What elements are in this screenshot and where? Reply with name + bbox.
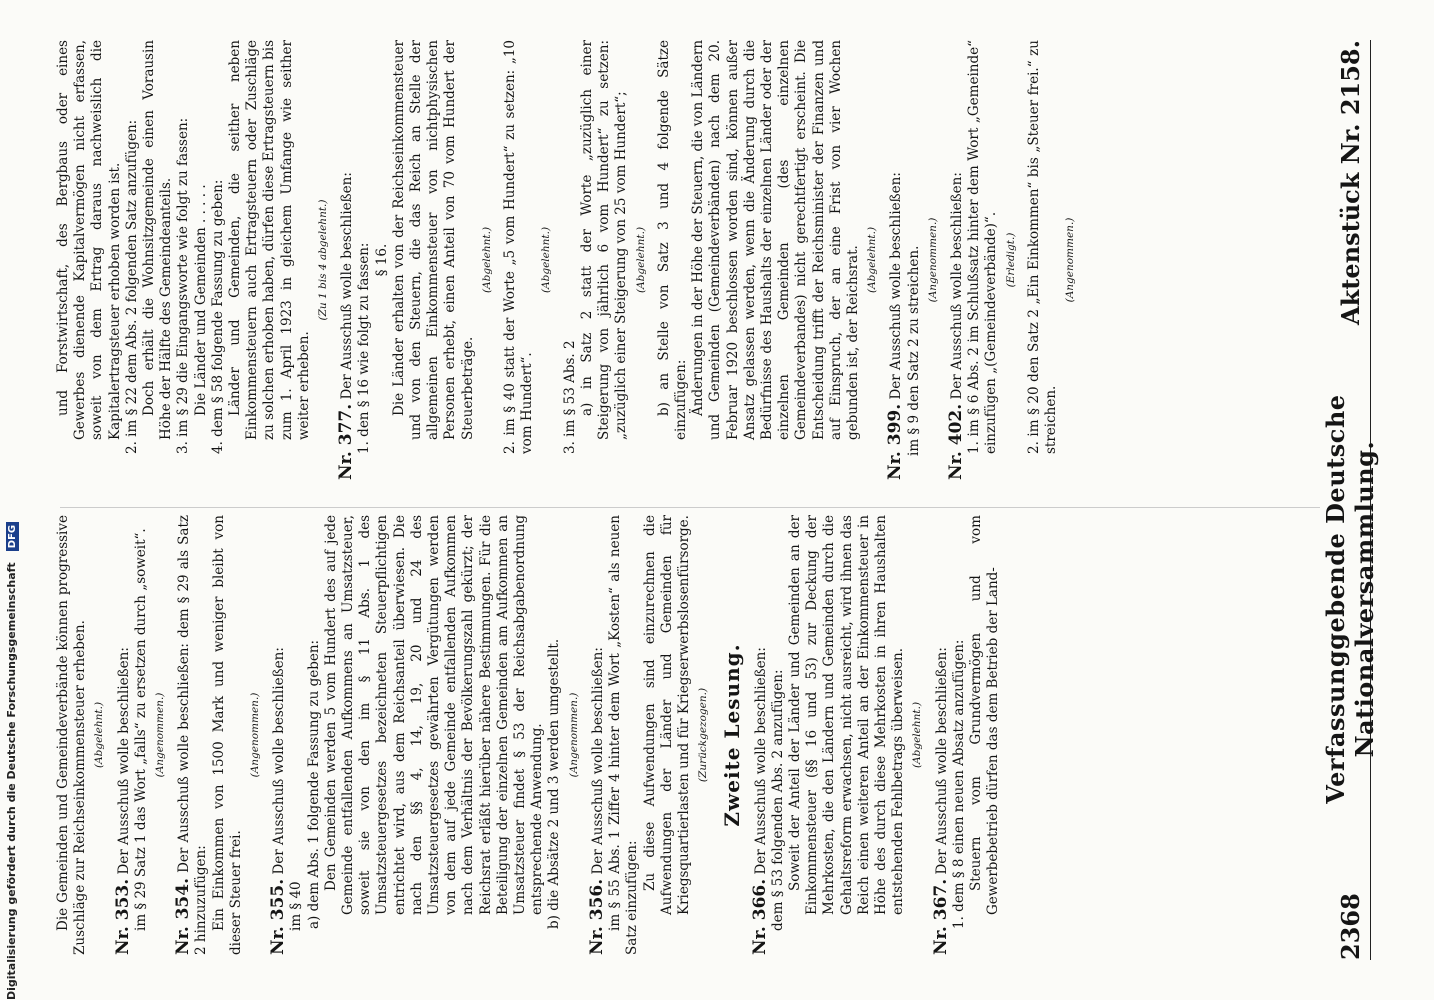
motion-text: Der Ausschuß wolle beschließen: xyxy=(271,647,288,875)
page-title: Verfassunggebende Deutsche Nationalversammlung. xyxy=(1321,394,1379,804)
decision-note: (Abgelehnt.) xyxy=(866,226,879,294)
motion-text: Der Ausschuß wolle beschließen: xyxy=(933,647,950,875)
quoted-text: Die Länder erhalten von der Reichseinkommensteuer und von den Steuern, die das Reich an Stelle der allgemeinen Einkommensteuer von nichtphysischen Personen erhebt, einen Anteil von 70 vom Hundert der Steuerbeträge. xyxy=(390,40,476,440)
list-item: 1. den § 16 wie folgt zu fassen: xyxy=(356,242,373,454)
list-item: 2. im § 20 den Satz 2 „Ein Einkommen“ bis „Steuer frei.“ zu streichen. xyxy=(1025,40,1059,454)
motion-paragraph xyxy=(945,40,966,480)
list-item: 2. im § 40 statt der Worte „5 vom Hundert“ zu setzen: „10 vom Hundert“. xyxy=(502,40,536,454)
list-item: 1. dem § 8 einen neuen Absatz anzufügen: xyxy=(950,639,967,929)
quoted-text: Die Länder und Gemeinden . . . . . xyxy=(192,184,209,416)
motion-paragraph xyxy=(112,515,133,955)
motion-text: Der Ausschuß wolle beschließen: xyxy=(888,172,905,400)
list-item: 3. im § 29 die Eingangsworte wie folgt zu fassen: xyxy=(175,117,192,454)
list-item: 3. im § 53 Abs. 2 xyxy=(561,340,578,454)
decision-note: (Abgelehnt.) xyxy=(634,226,647,294)
motion-paragraph xyxy=(270,515,288,955)
quoted-text: Soweit der Anteil der Länder und Gemeinden an der Einkommensteuer (§§ 16 und 53) zur Deckung der Mehrkosten, die den Ländern und Gemeinden durch die Gehaltsreform erwachsen, nicht ausreicht, wird ihnen das Reich einen weiteren Anteil an der Einkommensteuer in Höhe des durch diese Mehrkosten in ihren Haushalten entstehenden Fehlbetrags überweisen. xyxy=(786,515,907,915)
list-item: a) dem Abs. 1 folgende Fassung zu geben: xyxy=(305,639,322,929)
paragraph: dem § 53 folgenden Abs. 2 anzufügen: xyxy=(769,669,786,931)
decision-note: (Angenommen.) xyxy=(1064,217,1077,303)
quoted-text: b) an Stelle von Satz 3 und 4 folgende Sätze einzufügen: xyxy=(655,40,689,440)
decision-note: (Angenommen.) xyxy=(567,692,580,778)
motion-paragraph xyxy=(749,515,770,955)
list-item: 2. im § 22 dem Abs. 2 folgenden Satz anzufügen: xyxy=(123,119,140,454)
decision-note: (Abgelehnt.) xyxy=(93,701,106,769)
motion-paragraph xyxy=(338,40,356,480)
motion-number: Nr. 367. xyxy=(930,878,951,955)
page-header xyxy=(1321,40,1379,960)
motion-text: Der Ausschuß wolle beschließen: xyxy=(752,647,769,875)
section-heading: Zweite Lesung. xyxy=(720,643,745,827)
digitization-text: Digitalisierung gefördert durch die Deutsche Forschungsgemeinschaft xyxy=(5,562,18,1000)
quoted-text: und Forstwirtschaft, des Bergbaus oder eines Gewerbes dienende Kapitalvermögen nicht erfassen, soweit von dem Ertrag daraus nachweislich die Kapitalertragsteuer erhoben worden ist. xyxy=(55,40,123,440)
motion-paragraph xyxy=(930,515,951,955)
paragraph: Ein Einkommen von 1500 Mark und weniger bleibt von dieser Steuer frei. xyxy=(210,515,244,955)
paragraph: im § 55 Abs. 1 Ziffer 4 hinter dem Wort „Kosten“ als neuen Satz einzufügen: xyxy=(607,515,641,955)
motion-number: Nr. 355. xyxy=(268,878,289,955)
paragraph: im § 40 xyxy=(288,881,305,931)
motion-number: Nr. 354. xyxy=(173,878,194,955)
quoted-text: Länder und Gemeinden, die seither neben Einkommensteuern auch Ertragsteuern oder Zuschläge zu solchen erhoben haben, dürfen diese Ertragsteuern bis zum 1. April 1923 in gleichem Umfange wie seither weiter erheben. xyxy=(227,40,312,440)
list-item: 4. dem § 58 folgende Fassung zu geben: xyxy=(209,179,226,454)
dfg-logo: DFG xyxy=(6,522,19,551)
decision-note: (Zu 1 bis 4 abgelehnt.) xyxy=(317,199,330,321)
document-number: Aktenstück Nr. 2158. xyxy=(1335,40,1365,325)
motion-number: Nr. 353. xyxy=(112,878,133,955)
motion-paragraph xyxy=(887,40,905,480)
decision-note: (Angenommen.) xyxy=(249,692,262,778)
decision-note: (Erledigt.) xyxy=(1004,232,1017,288)
motion-text: Der Ausschuß wolle beschließen: xyxy=(589,647,606,875)
motion-text: Der Ausschuß wolle beschließen: xyxy=(115,647,132,875)
digitization-credit xyxy=(0,0,24,1000)
motion-number: Nr. 399. xyxy=(885,403,906,480)
list-item: 1. im § 6 Abs. 2 im Schlußsatz hinter dem Wort „Gemeinde“ einzufügen „(Gemeindeverbände)“. xyxy=(966,40,1000,454)
quoted-text: Steuern vom Grundvermögen und vom Gewerbebetrieb dürfen das dem Betrieb der Land- xyxy=(967,515,1002,915)
section-symbol: § 16. xyxy=(373,243,390,277)
paragraph: im § 29 Satz 1 das Wort „falls“ zu ersetzen durch „soweit“. xyxy=(132,528,149,931)
motion-paragraph xyxy=(586,515,607,955)
motion-text: Der Ausschuß wolle beschließen: xyxy=(948,172,965,400)
quoted-text: a) in Satz 2 statt der Worte „zuzüglich einer Steigerung von jährlich 6 vom Hundert“ zu setzen: „zuzüglich einer Steigerung von 25 vom Hundert“; xyxy=(578,40,630,440)
decision-note: (Abgelehnt.) xyxy=(540,226,553,294)
quoted-text: Änderungen in der Höhe der Steuern, die von Ländern und Gemeinden (Gemeindeverbänden) nach dem 20. Februar 1920 beschlossen worden sind, können außer Ansatz gelassen werden, wenn die Änderung durch die Bedürfnisse des Haushalts der einzelnen Länder oder der einzelnen Gemeinden (des einzelnen Gemeindeverbandes) nicht gerechtfertigt erscheint. Die Entscheidung trifft der Reichsminister der Finanzen und auf Einspruch, der an eine Frist von vier Wochen gebunden ist, der Reichsrat. xyxy=(690,39,861,440)
motion-text: Der Ausschuß wolle beschließen: xyxy=(339,172,356,400)
left-column xyxy=(55,515,1325,955)
paragraph: im § 9 den Satz 2 zu streichen. xyxy=(905,245,922,456)
motion-number: Nr. 356. xyxy=(586,878,607,955)
motion-text: Der Ausschuß wolle beschließen: dem § 29 als Satz 2 hinzuzufügen: xyxy=(176,515,210,955)
right-column xyxy=(55,40,1325,480)
column-divider xyxy=(60,507,1320,508)
quoted-text: Doch erhält die Wohnsitzgemeinde einen Vorausin Höhe der Hälfte des Gemeindeanteils. xyxy=(141,40,175,440)
motion-number: Nr. 366. xyxy=(749,878,770,955)
page-number: 2368 xyxy=(1335,893,1365,960)
motion-number: Nr. 402. xyxy=(945,403,966,480)
motion-paragraph xyxy=(175,515,210,955)
motion-number: Nr. 377. xyxy=(336,403,357,480)
paragraph: Die Gemeinden und Gemeindeverbände können progressive Zuschläge zur Reichseinkommensteuer erheben. xyxy=(55,515,89,955)
decision-note: (Zurückgezogen.) xyxy=(697,687,710,783)
list-item: b) die Absätze 2 und 3 werden umgestellt. xyxy=(546,638,563,929)
decision-note: (Angenommen.) xyxy=(154,692,167,778)
quoted-text: Den Gemeinden werden 5 vom Hundert des auf jede Gemeinde entfallenden Aufkommens an Umsatzsteuer, soweit sie von den im § 11 Abs. 1 des Umsatzsteuergesetzes bezeichneten Steuerpflichtigen entrichtet wird, aus dem Reichsanteil überwiesen. Die nach den §§ 4, 14, 19, 20 und 24 des Umsatzsteuergesetzes gewährten Vergütungen werden von dem auf jede Gemeinde entfallenden Aufkommen nach dem Verhältnis der Bevölkerungszahl gekürzt; der Reichsrat erläßt hierüber nähere Bestimmungen. Für die Beteiligung der einzelnen Gemeinden am Aufkommen an Umsatzsteuer findet § 53 der Reichsabgabenordnung entsprechende Anwendung. xyxy=(322,515,546,915)
decision-note: (Angenommen.) xyxy=(926,217,939,303)
quoted-text: Zu diese Aufwendungen sind einzurechnen die Aufwendungen der Länder und Gemeinden für Kriegsquartierlasten und für Kriegserwerbslosenfürsorge. xyxy=(641,515,692,915)
decision-note: (Abgelehnt.) xyxy=(911,701,924,769)
decision-note: (Abgelehnt.) xyxy=(480,226,493,294)
